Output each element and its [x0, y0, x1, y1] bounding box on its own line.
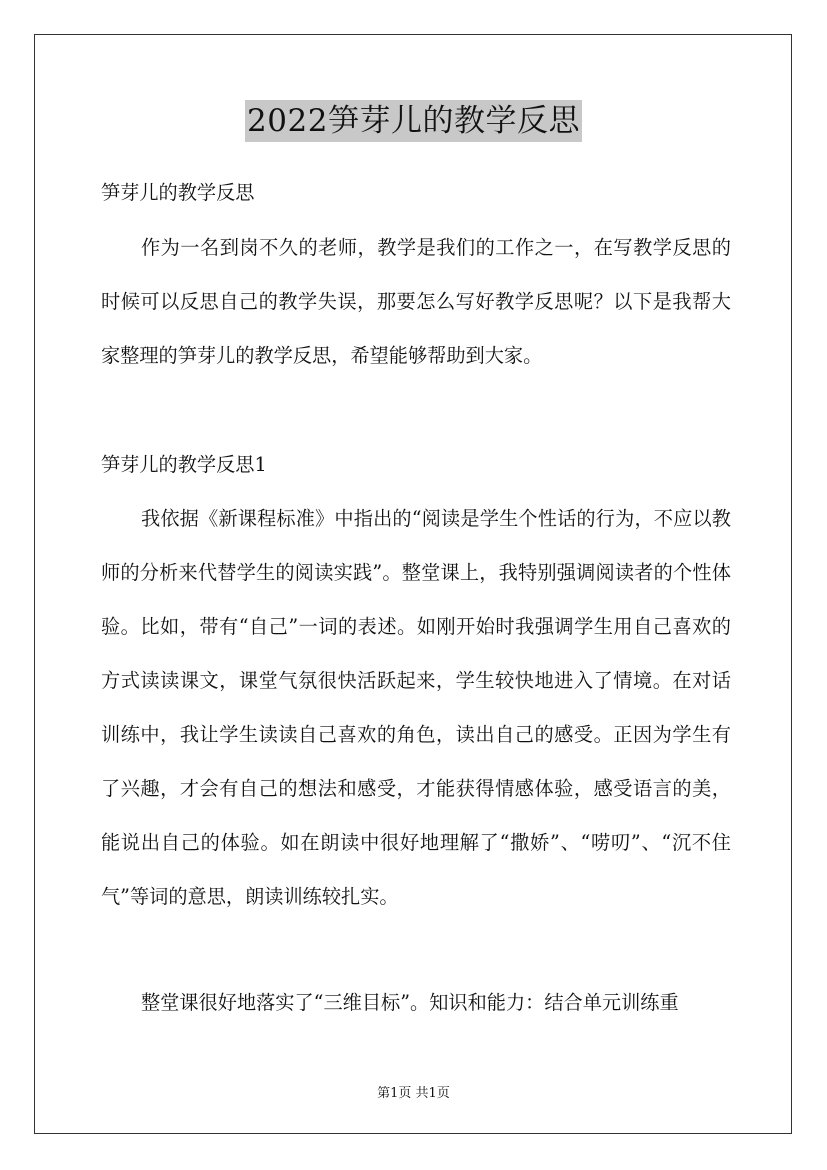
document-title: 2022笋芽儿的教学反思 — [245, 100, 582, 142]
section-heading: 笋芽儿的教学反思1 — [101, 453, 267, 476]
section-paragraph: 我依据《新课程标准》中指出的“阅读是学生个性话的行为，不应以教师的分析来代替学生的阅读实践”。整堂课上，我特别强调阅读者的个性体验。比如，带有“自己”一词的表述。如刚开始时我强调学生用自己喜欢的方式读读课文，课堂气氛很快活跃起来，学生较快地进入了情境。在对话训练中，我让学生读读自己喜欢的角色，读出自己的感受。正因为学生有了兴趣，才会有自己的想法和感受，才能获得情感体验，感受语言的美，能说出自己的体验。如在朗读中很好地理解了“撒娇”、“唠叨”、“沉不住气”等词的意思，朗读训练较扎实。 — [101, 507, 731, 908]
intro-heading: 笋芽儿的教学反思 — [101, 181, 255, 204]
title-container — [0, 100, 827, 142]
intro-paragraph: 作为一名到岗不久的老师，教学是我们的工作之一，在写教学反思的时候可以反思自己的教学失误，那要怎么写好教学反思呢？以下是我帮大家整理的笋芽儿的教学反思，希望能够帮助到大家。 — [101, 236, 731, 367]
section-paragraph: 整堂课很好地落实了“三维目标”。知识和能力：结合单元训练重 — [141, 991, 679, 1014]
page-footer: 第1页 共1页 — [377, 1086, 450, 1101]
